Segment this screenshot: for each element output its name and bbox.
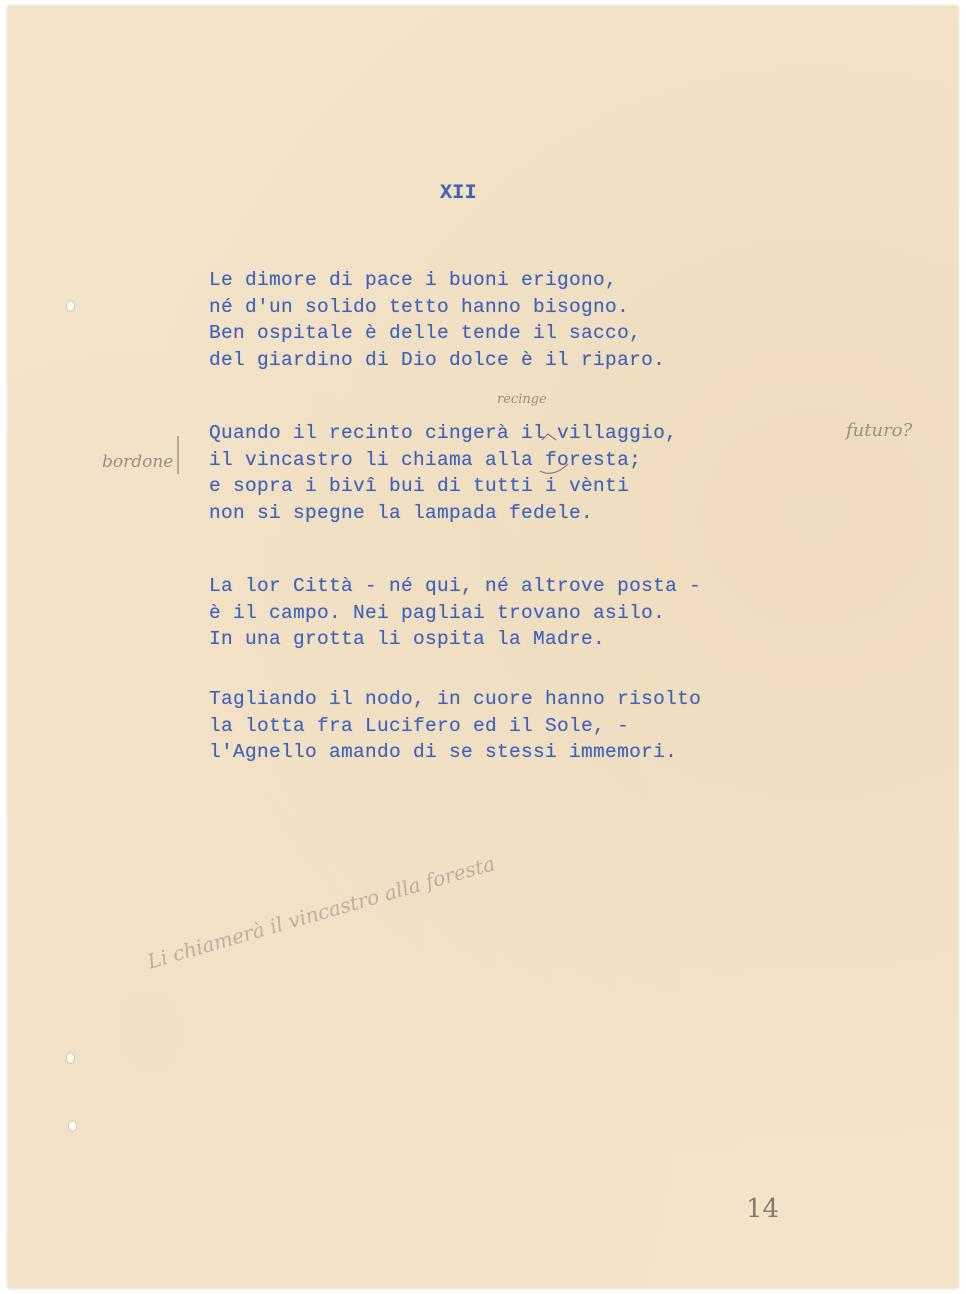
poem-line: il vincastro li chiama alla foresta;	[209, 448, 642, 471]
poem-heading: XII	[440, 182, 477, 205]
underline-mark	[540, 464, 568, 473]
poem-line: è il campo. Nei pagliai trovano asilo.	[209, 601, 666, 624]
poem-line: Le dimore di pace i buoni erigono,	[209, 269, 618, 291]
poem-line: Tagliando il nodo, in cuore hanno risolto	[209, 688, 702, 710]
poem-line: l'Agnello amando di se stessi immemori.	[209, 741, 678, 763]
pencil-marks	[8, 6, 958, 1288]
poem-line: Quando il recinto cingerà il villaggio,	[209, 422, 678, 444]
poem-line: La lor Città - né qui, né altrove posta -	[209, 575, 702, 597]
poem-line: e sopra i bivî bui di tutti i vènti	[209, 475, 630, 497]
poem-line: la lotta fra Lucifero ed il Sole, -	[209, 714, 630, 737]
page-number: 14	[746, 1194, 780, 1224]
poem-line: né d'un solido tetto hanno bisogno.	[209, 295, 630, 318]
annotation-above-line: recinge	[497, 392, 547, 407]
caret-mark	[542, 434, 556, 440]
poem-line: del giardino di Dio dolce è il riparo.	[209, 348, 666, 371]
annotation-left-margin: bordone	[102, 452, 174, 472]
poem-line: non si spegne la lampada fedele.	[209, 501, 594, 524]
poem-line: In una grotta li ospita la Madre.	[209, 628, 606, 650]
manuscript-page	[8, 6, 958, 1288]
poem-line: Ben ospitale è delle tende il sacco,	[209, 322, 642, 344]
annotation-bottom-note: Li chiamerà il vincastro alla foresta	[144, 851, 498, 974]
annotation-right-margin: futuro?	[846, 420, 913, 441]
